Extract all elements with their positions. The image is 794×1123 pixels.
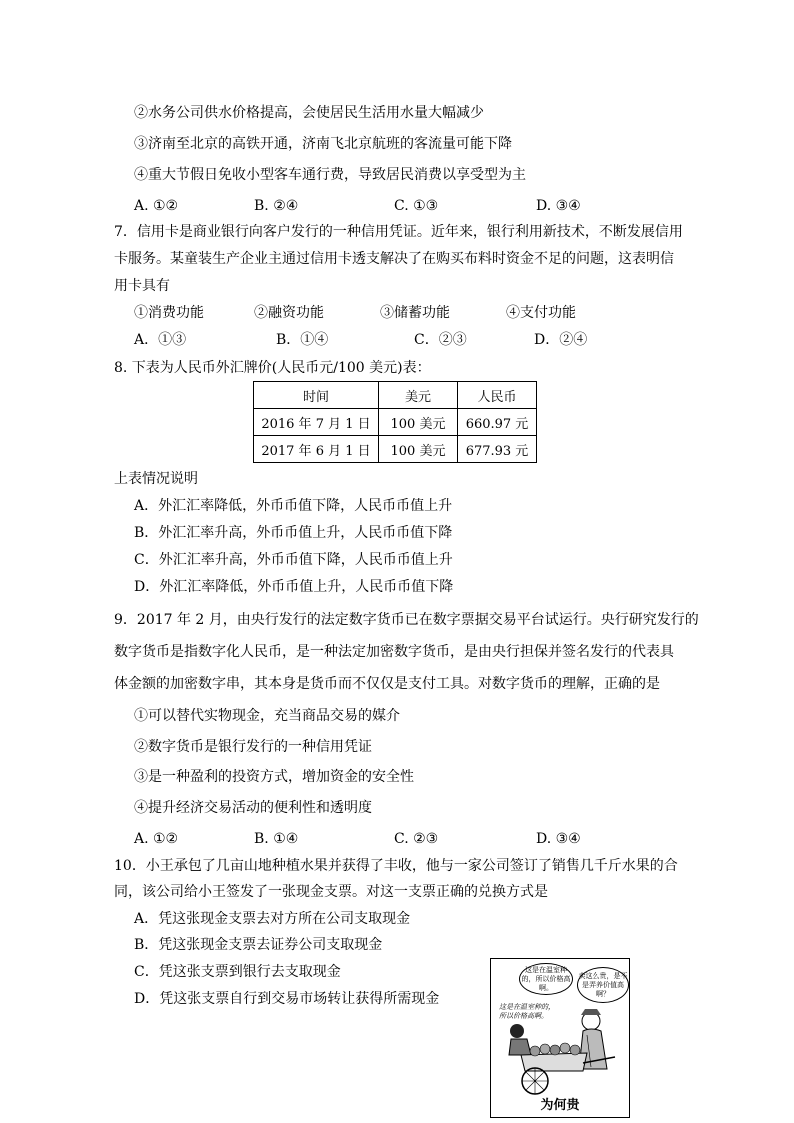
q9-stem-line-1: 9．2017 年 2 月，由央行发行的法定数字货币已在数字票据交易平台试运行。央行研究发行的 (114, 612, 699, 628)
q9-choice-b: B. ①④ (254, 831, 299, 847)
q7-choice-c: C．②③ (414, 332, 467, 348)
q9-item-2: ②数字货币是银行发行的一种信用凭证 (134, 739, 372, 755)
q7-stem-line-2: 卡服务。某童装生产企业主通过信用卡透支解决了在购买布料时资金不足的问题，这表明信 (114, 251, 674, 267)
q10-choice-d: D．凭这张支票自行到交易市场转让获得所需现金 (134, 991, 440, 1007)
table-header-cell: 人民币 (458, 382, 537, 409)
q10-stem-line-1: 10．小王承包了几亩山地种植水果并获得了丰收，他与一家公司签订了销售几千斤水果的合 (114, 858, 678, 874)
q9-stem-line-2: 数字货币是指数字化人民币，是一种法定加密数字货币，是由央行担保并签名发行的代表具 (114, 644, 674, 660)
q8-choice-c: C．外汇汇率升高，外币币值下降，人民币币值上升 (134, 552, 453, 568)
q6-option-3: ③济南至北京的高铁开通，济南飞北京航班的客流量可能下降 (134, 136, 512, 152)
q9-choice-a: A. ①② (134, 831, 179, 847)
q7-stem-line-3: 用卡具有 (114, 278, 170, 294)
table-header-cell: 美元 (379, 382, 458, 409)
q7-item-1: ①消费功能 (134, 305, 204, 321)
table-header-cell: 时间 (254, 382, 379, 409)
speech-bubble-left: 这是在温室种的，所以价格高啊。 (519, 963, 573, 995)
table-cell: 660.97 元 (458, 409, 537, 436)
table-cell: 100 美元 (379, 436, 458, 463)
table-cell: 2017 年 6 月 1 日 (254, 436, 379, 463)
table-cell: 677.93 元 (458, 436, 537, 463)
q7-choice-a: A．①③ (134, 332, 187, 348)
q10-choice-a: A．凭这张现金支票去对方所在公司支取现金 (134, 911, 411, 927)
handwritten-note: 这是在温室种的，所以价格高啊。 (499, 1003, 555, 1020)
q8-choice-b: B．外汇汇率升高，外币币值上升，人民币币值下降 (134, 525, 453, 541)
q8-stem: 8. 下表为人民币外汇牌价(人民币元/100 美元)表： (114, 360, 431, 376)
q8-choice-d: D．外汇汇率降低，外币币值上升，人民币币值下降 (134, 579, 454, 595)
q7-item-4: ④支付功能 (506, 305, 576, 321)
q7-item-2: ②融资功能 (254, 305, 324, 321)
q10-stem-line-2: 同，该公司给小王签发了一张现金支票。对这一支票正确的兑换方式是 (114, 884, 548, 900)
q6-choice-a: A. ①② (134, 198, 179, 214)
q7-item-3: ③储蓄功能 (380, 305, 450, 321)
q9-item-3: ③是一种盈利的投资方式，增加资金的安全性 (134, 769, 414, 785)
q6-option-2: ②水务公司供水价格提高，会使居民生活用水量大幅减少 (134, 105, 484, 121)
q6-choice-d: D. ③④ (536, 198, 581, 214)
q9-item-1: ①可以替代实物现金，充当商品交易的媒介 (134, 708, 400, 724)
cartoon-illustration (490, 958, 630, 1118)
q8-after-table: 上表情况说明 (114, 471, 198, 487)
q9-choice-c: C. ②③ (394, 831, 439, 847)
q10-choice-c: C．凭这张支票到银行去支取现金 (134, 964, 341, 980)
q9-item-4: ④提升经济交易活动的便利性和透明度 (134, 800, 372, 816)
table-row (254, 436, 537, 463)
table-cell: 2016 年 7 月 1 日 (254, 409, 379, 436)
q9-choice-d: D. ③④ (536, 831, 581, 847)
vendor-cart-drawing (491, 959, 631, 1099)
exchange-rate-table (253, 381, 537, 463)
q6-choice-c: C. ①③ (394, 198, 439, 214)
q6-choice-b: B. ②④ (254, 198, 299, 214)
speech-bubble-right: 卖这么贵，是不是弄养价值高啊？ (577, 967, 629, 1003)
q9-stem-line-3: 体金额的加密数字串，其本身是货币而不仅仅是支付工具。对数字货币的理解，正确的是 (114, 676, 660, 692)
q7-choice-d: D．②④ (534, 332, 588, 348)
table-header-row (254, 382, 537, 409)
q8-choice-a: A．外汇汇率降低，外币币值下降，人民币币值上升 (134, 498, 453, 514)
cartoon-caption: 为何贵 (540, 1098, 580, 1113)
q7-choice-b: B．①④ (276, 332, 329, 348)
q10-choice-b: B．凭这张现金支票去证券公司支取现金 (134, 937, 383, 953)
q6-option-4: ④重大节假日免收小型客车通行费，导致居民消费以享受型为主 (134, 167, 526, 183)
table-cell: 100 美元 (379, 409, 458, 436)
q7-stem-line-1: 7．信用卡是商业银行向客户发行的一种信用凭证。近年来，银行利用新技术，不断发展信用 (114, 224, 683, 240)
table-row (254, 409, 537, 436)
